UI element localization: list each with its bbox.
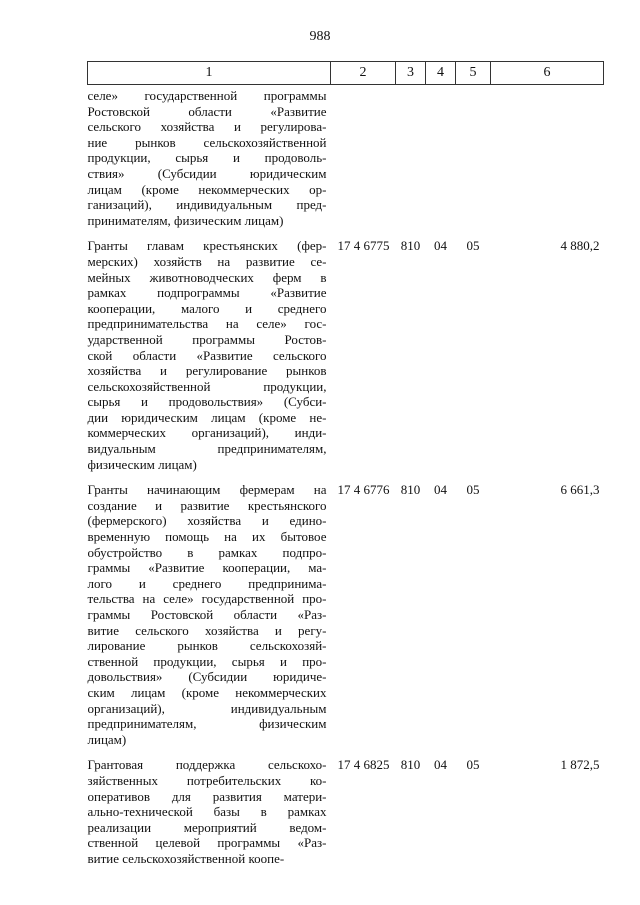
description-line: физическим лицам)	[87, 456, 197, 472]
description-line: создание и развитие крестьянского	[87, 497, 327, 513]
description-line: предпринимателям, физическим	[87, 716, 327, 732]
column-header-5: 5	[456, 62, 491, 85]
description-line: сырья и продовольствия» (Субси-	[87, 394, 327, 410]
description-line: витие сельского хозяйства и регу-	[87, 622, 327, 638]
description-line: мерских) хозяйств на развитие се-	[87, 253, 327, 269]
description-line: временную помощь на их бытовое	[87, 529, 327, 545]
table-row	[88, 472, 604, 747]
description-line: кооперации, малого и среднего	[87, 300, 327, 316]
row-description	[88, 228, 331, 472]
row-subsection: 05	[466, 238, 480, 254]
row-section: 04	[434, 757, 447, 773]
description-line: ственной целевой программы «Раз-	[87, 835, 327, 851]
description-line: граммы «Развитие кооперации, ма-	[87, 560, 327, 576]
description-line: ударственной программы Ростов-	[87, 331, 327, 347]
description-line: реализации мероприятий ведом-	[87, 819, 327, 835]
row-amount	[491, 85, 604, 229]
row-amount: 4 880,2	[560, 238, 600, 254]
description-line: сельскохозяйственной продукции,	[87, 378, 327, 394]
description-line: обустройство в рамках подпро-	[87, 544, 327, 560]
row-subsection: 05	[466, 482, 480, 498]
description-line: (фермерского) хозяйства и едино-	[87, 513, 327, 529]
row-description	[88, 85, 331, 229]
description-line: рамках подпрограммы «Развитие	[87, 285, 327, 301]
description-line: Гранты начинающим фермерам на	[87, 482, 327, 498]
description-line: Грантовая поддержка сельскохо-	[87, 757, 327, 773]
description-line: лого и среднего предпринима-	[87, 575, 327, 591]
row-amount: 6 661,3	[560, 482, 600, 498]
description-line: Ростовской области «Развитие	[87, 103, 327, 119]
row-amount: 1 872,5	[560, 757, 600, 773]
row-section: 04	[434, 482, 447, 498]
row-expense-type	[396, 85, 426, 229]
description-line: лицам)	[87, 731, 127, 747]
page-number: 988	[309, 29, 331, 44]
description-line: мейных животноводческих ферм в	[87, 269, 327, 285]
row-expense-type: 810	[400, 238, 421, 254]
column-header-3: 3	[396, 62, 426, 85]
table-row	[88, 747, 604, 866]
table-body	[88, 85, 604, 867]
description-line: ственной продукции, сырья и про-	[87, 653, 327, 669]
description-line: коммерческих организаций), инди-	[87, 425, 327, 441]
description-line: ской области «Развитие сельского	[87, 347, 327, 363]
description-line: дии юридическим лицам (кроме не-	[87, 409, 327, 425]
table-header-row	[88, 62, 604, 85]
table-row	[88, 228, 604, 472]
row-subsection	[456, 85, 491, 229]
description-line: ганизаций), индивидуальным пред-	[87, 197, 327, 213]
row-target-code	[331, 85, 396, 229]
description-line: хозяйства и регулирование рынков	[87, 363, 327, 379]
row-section: 04	[434, 238, 447, 254]
column-header-2: 2	[331, 62, 396, 85]
row-description	[88, 472, 331, 747]
column-header-1: 1	[88, 62, 331, 85]
row-section	[426, 85, 456, 229]
description-line: ским лицам (кроме некоммерческих	[87, 684, 327, 700]
table-row	[88, 85, 604, 229]
description-line: Гранты главам крестьянских (фер-	[87, 238, 327, 254]
row-subsection: 05	[466, 757, 480, 773]
description-line: граммы Ростовской области «Раз-	[87, 607, 327, 622]
description-line: довольствия» (Субсидии юридиче-	[87, 669, 327, 685]
description-line: видуальным предпринимателям,	[87, 441, 327, 457]
row-target-code: 17 4 6825	[337, 757, 390, 773]
description-line: тельства на селе» государственной про-	[87, 591, 327, 607]
description-line: предпринимательства на селе» гос-	[87, 316, 327, 332]
description-line: ально-технической базы в рамках	[87, 804, 327, 820]
description-line: организаций), индивидуальным	[87, 700, 327, 716]
description-line: селе» государственной программы	[87, 88, 327, 103]
description-line: оперативов для развития матери-	[87, 788, 327, 804]
column-header-6: 6	[491, 62, 604, 85]
description-line: принимателям, физическим лицам)	[87, 212, 284, 228]
description-line: зяйственных потребительских ко-	[87, 772, 327, 788]
row-description	[88, 747, 331, 866]
row-target-code: 17 4 6776	[337, 482, 390, 498]
description-line: лирование рынков сельскохозяй-	[87, 638, 327, 654]
budget-table	[87, 61, 604, 867]
description-line: ствия» (Субсидии юридическим	[87, 165, 327, 181]
description-line: витие сельскохозяйственной коопе-	[87, 850, 285, 866]
description-line: лицам (кроме некоммерческих ор-	[87, 181, 327, 197]
row-target-code: 17 4 6775	[337, 238, 390, 254]
description-line: продукции, сырья и продоволь-	[87, 150, 327, 166]
row-expense-type: 810	[400, 757, 421, 773]
row-expense-type: 810	[400, 482, 421, 498]
column-header-4: 4	[426, 62, 456, 85]
description-line: сельского хозяйства и регулирова-	[87, 119, 327, 135]
description-line: ние рынков сельскохозяйственной	[87, 134, 327, 150]
